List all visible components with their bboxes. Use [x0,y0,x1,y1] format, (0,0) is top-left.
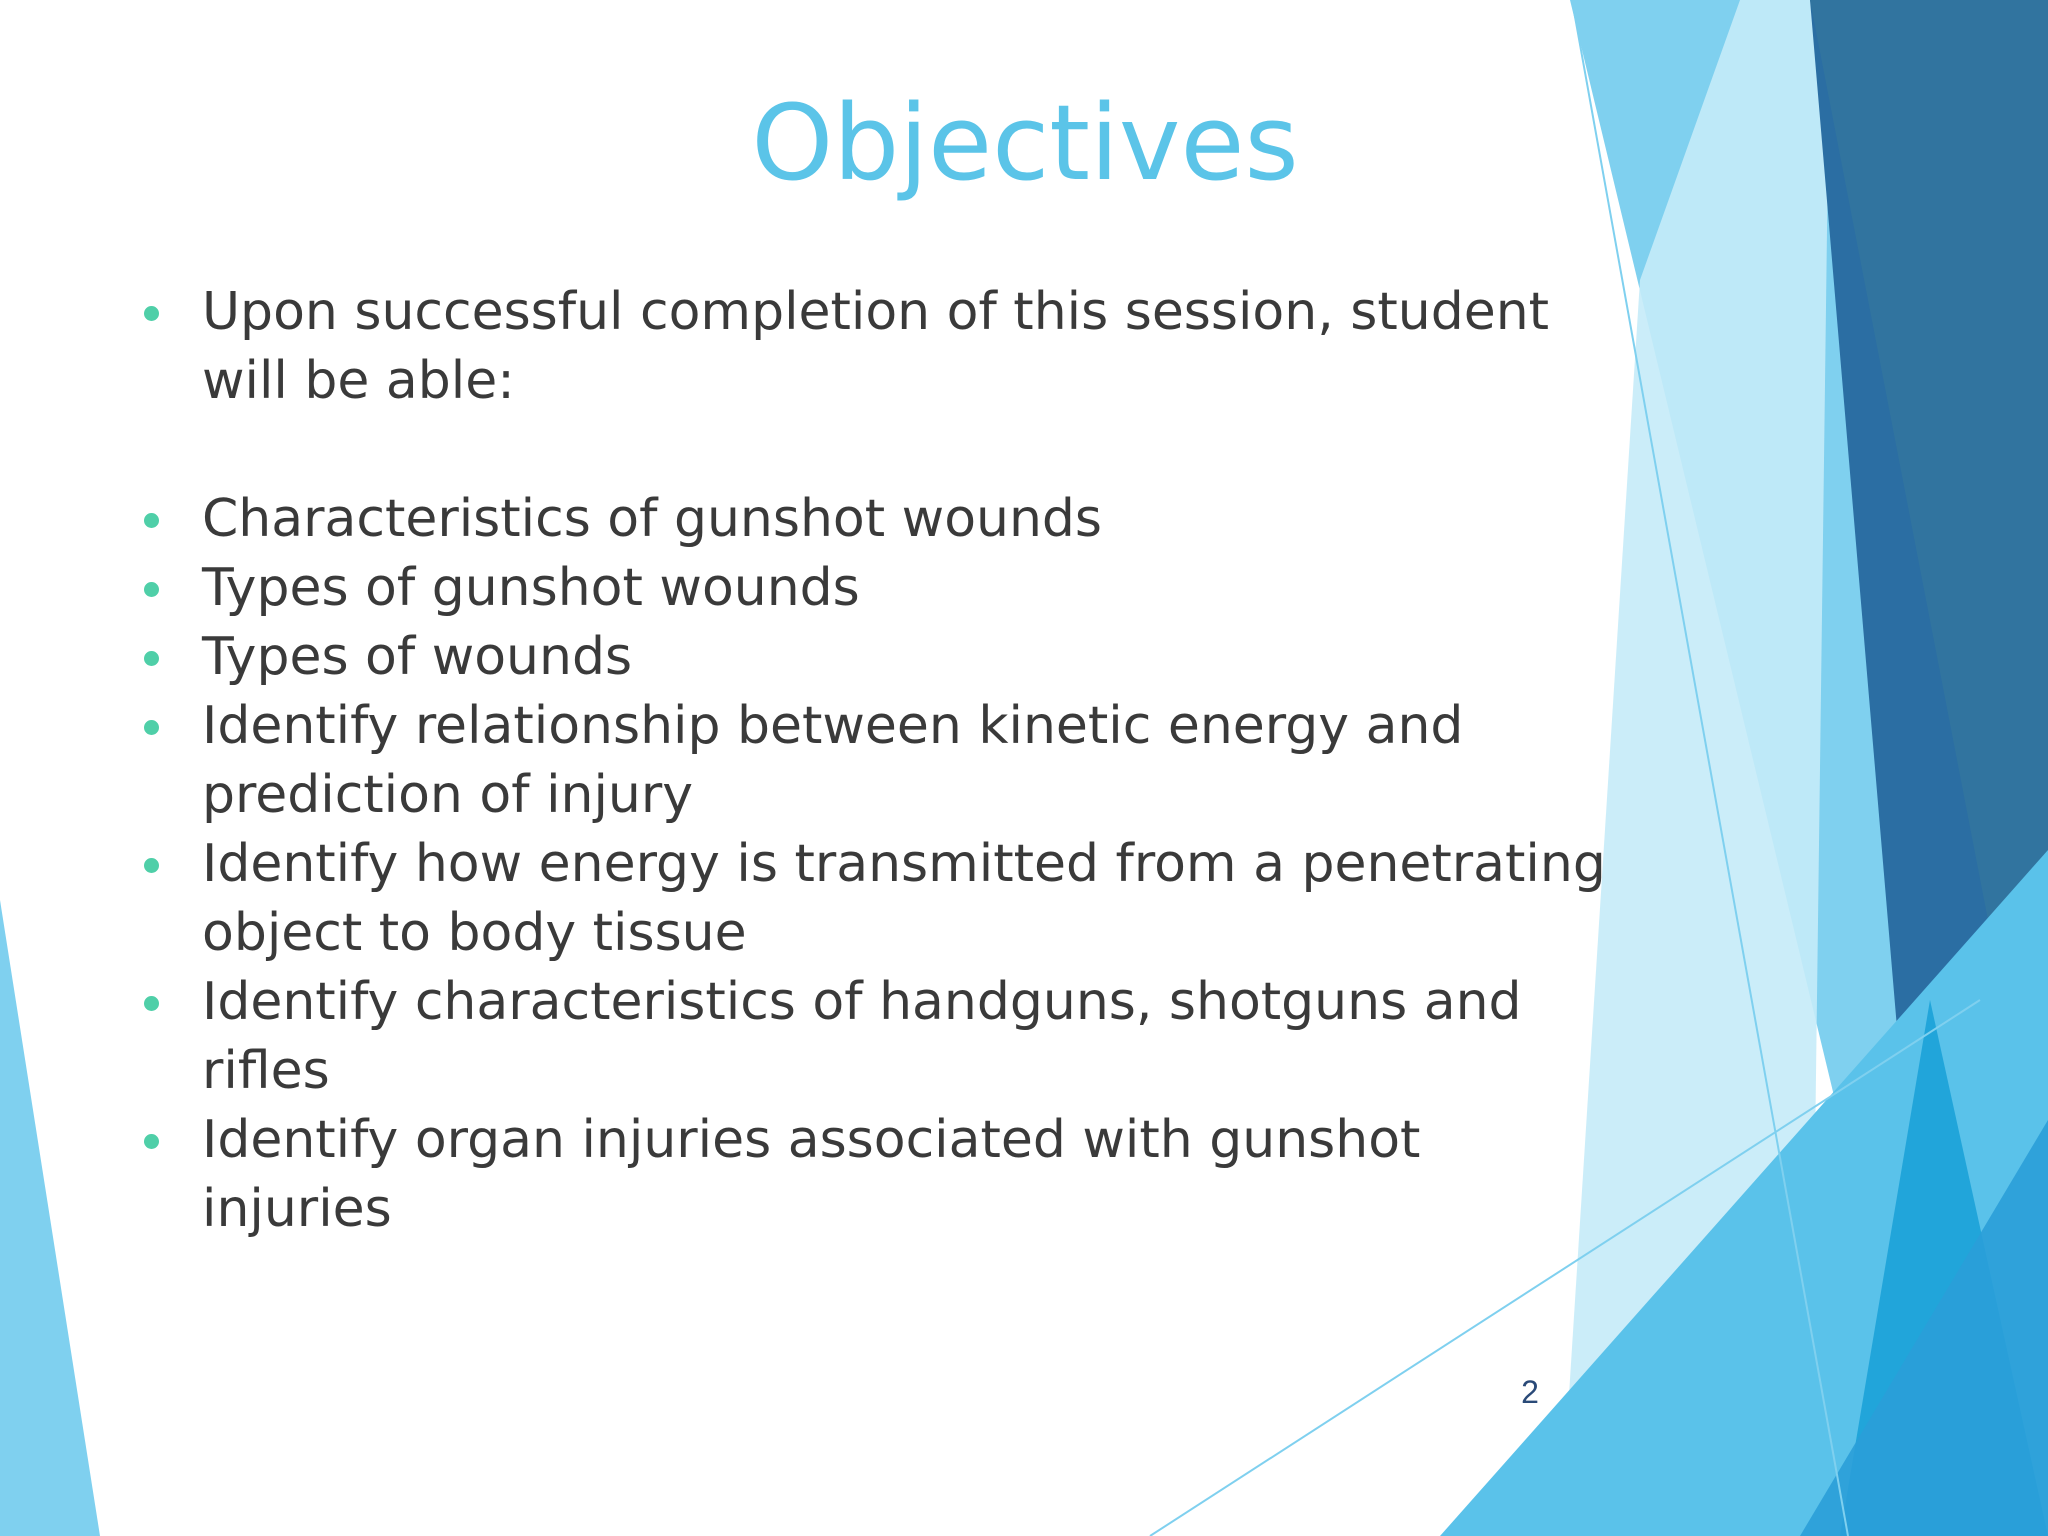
list-item-text: Identify organ injuries associated with gunshot injuries [202,1110,1421,1239]
list-item-text: Identify how energy is transmitted from a penetrating object to body tissue [202,834,1606,963]
list-item [140,692,1610,830]
objectives-list [140,278,1610,1244]
list-item-text: Types of gunshot wounds [202,558,860,618]
bullet-icon [144,651,159,666]
list-item-text: Types of wounds [202,627,633,687]
list-item [140,830,1610,968]
list-item [140,485,1610,554]
bullet-icon [144,1134,159,1149]
list-item-text: Identify relationship between kinetic energy and prediction of injury [202,696,1464,825]
page-number: 2 [1521,1374,1539,1410]
list-item [140,1106,1610,1244]
bullet-icon [144,720,159,735]
bullet-icon [144,513,159,528]
list-item [140,968,1610,1106]
bullet-icon [144,858,159,873]
bullet-icon [144,582,159,597]
bullet-icon [144,306,159,321]
list-item-text: Upon successful completion of this session, student will be able: [202,282,1550,411]
bullet-icon [144,996,159,1011]
list-item [140,278,1610,416]
list-item [140,623,1610,692]
list-item-text: Identify characteristics of handguns, shotguns and rifles [202,972,1522,1101]
slide-title: Objectives [751,82,1299,204]
list-item-text: Characteristics of gunshot wounds [202,489,1103,549]
left-edge-shape [0,900,100,1536]
list-item [140,554,1610,623]
